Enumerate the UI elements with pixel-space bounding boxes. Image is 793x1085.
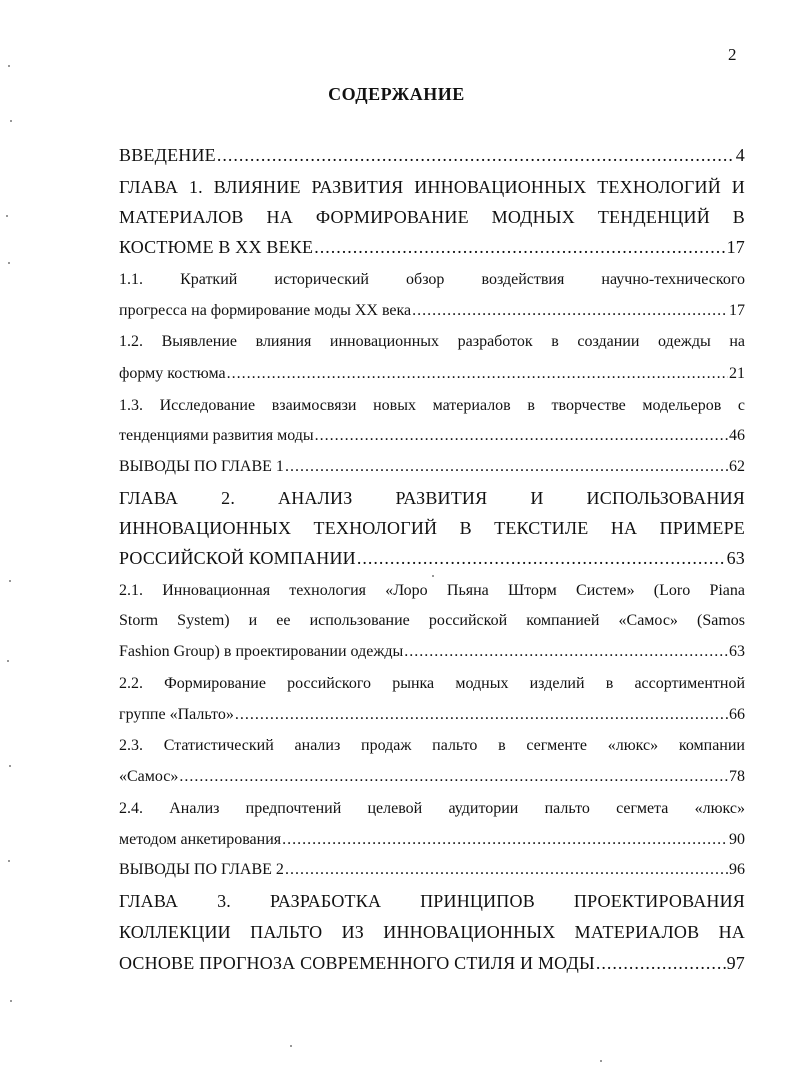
- dot-leader: [315, 427, 728, 445]
- scan-speck: [8, 65, 10, 67]
- dot-leader: [282, 831, 728, 849]
- toc-entry-page: 63: [729, 643, 745, 660]
- toc-entry-line: 2.1. Инновационная технология «Лоро Пьяна Шторм Систем» (Loro Piana: [119, 582, 745, 599]
- toc-entry-text: тенденциями развития моды: [119, 427, 314, 444]
- page-number: 2: [728, 45, 737, 64]
- toc-entry-page: 21: [729, 365, 745, 382]
- toc-entry-conclusions-1[interactable]: [119, 458, 745, 476]
- dot-leader: [227, 365, 728, 383]
- scan-speck: [432, 575, 434, 577]
- toc-entry-page: 17: [729, 302, 745, 319]
- toc-entry-page: 46: [729, 427, 745, 444]
- toc-entry-page: 17: [726, 237, 745, 257]
- toc-entry-text: РОССИЙСКОЙ КОМПАНИИ: [119, 548, 356, 568]
- scan-speck: [9, 580, 11, 582]
- toc-entry-line: ИННОВАЦИОННЫХ ТЕХНОЛОГИЙ В ТЕКСТИЛЕ НА ПРИМЕРЕ: [119, 518, 745, 538]
- toc-entry-conclusions-2[interactable]: [119, 861, 745, 879]
- scan-speck: [7, 660, 9, 662]
- dot-leader: [412, 302, 728, 320]
- toc-entry-last-line: [119, 365, 745, 383]
- toc-entry-text: методом анкетирования: [119, 831, 282, 848]
- toc-entry-last-line: [119, 427, 745, 445]
- dot-leader: [217, 145, 735, 166]
- toc-entry-page: 62: [729, 458, 745, 475]
- toc-entry-last-line: [119, 768, 745, 786]
- scan-speck: [8, 262, 10, 264]
- scan-speck: [6, 215, 8, 217]
- toc-entry-line: 2.3. Статистический анализ продаж пальто в сегменте «люкс» компании: [119, 737, 745, 754]
- toc-entry-page: 4: [735, 145, 745, 165]
- toc-entry-line: ГЛАВА 2. АНАЛИЗ РАЗВИТИЯ И ИСПОЛЬЗОВАНИЯ: [119, 488, 745, 508]
- toc-entry-page: 97: [726, 953, 745, 973]
- dot-leader: [314, 237, 725, 258]
- scan-speck: [600, 1060, 602, 1062]
- toc-entry-text: Fashion Group) в проектировании одежды: [119, 643, 404, 660]
- toc-entry-introduction[interactable]: [119, 145, 745, 166]
- scan-speck: [290, 1045, 292, 1047]
- scan-speck: [10, 120, 12, 122]
- dot-leader: [285, 458, 728, 476]
- toc-entry-page: 66: [729, 706, 745, 723]
- toc-entry-line: ГЛАВА 1. ВЛИЯНИЕ РАЗВИТИЯ ИННОВАЦИОННЫХ ТЕХНОЛОГИЙ И: [119, 177, 745, 197]
- toc-entry-line: ГЛАВА 3. РАЗРАБОТКА ПРИНЦИПОВ ПРОЕКТИРОВАНИЯ: [119, 891, 745, 911]
- toc-entry-text: группе «Пальто»: [119, 706, 234, 723]
- toc-entry-page: 63: [726, 548, 745, 568]
- toc-entry-text: КОСТЮМЕ В XX ВЕКЕ: [119, 237, 314, 257]
- dot-leader: [179, 768, 728, 786]
- toc-entry-text: ОСНОВЕ ПРОГНОЗА СОВРЕМЕННОГО СТИЛЯ И МОДЫ: [119, 953, 595, 973]
- toc-entry-text: ВЫВОДЫ ПО ГЛАВЕ 2: [119, 861, 284, 878]
- toc-entry-line: 1.1. Краткий исторический обзор воздействия научно-технического: [119, 271, 745, 288]
- scan-speck: [8, 860, 10, 862]
- toc-entry-line: 1.2. Выявление влияния инновационных разработок в создании одежды на: [119, 333, 745, 350]
- toc-entry-last-line: [119, 643, 745, 661]
- toc-entry-last-line: [119, 953, 745, 974]
- dot-leader: [404, 643, 728, 661]
- toc-entry-line: 1.3. Исследование взаимосвязи новых материалов в творчестве модельеров с: [119, 397, 745, 414]
- toc-entry-text: прогресса на формирование моды XX века: [119, 302, 412, 319]
- toc-entry-line: МАТЕРИАЛОВ НА ФОРМИРОВАНИЕ МОДНЫХ ТЕНДЕНЦИЙ В: [119, 207, 745, 227]
- scan-speck: [9, 765, 11, 767]
- toc-entry-text: ВВЕДЕНИЕ: [119, 145, 216, 165]
- toc-entry-page: 78: [729, 768, 745, 785]
- dot-leader: [596, 953, 726, 974]
- toc-entry-line: 2.2. Формирование российского рынка модных изделий в ассортиментной: [119, 675, 745, 692]
- toc-entry-line: 2.4. Анализ предпочтений целевой аудитории пальто сегмета «люкс»: [119, 800, 745, 817]
- dot-leader: [285, 861, 728, 879]
- toc-entry-page: 96: [729, 861, 745, 878]
- dot-leader: [357, 548, 726, 569]
- toc-entry-text: форму костюма: [119, 365, 226, 382]
- toc-entry-last-line: [119, 237, 745, 258]
- toc-entry-line: КОЛЛЕКЦИИ ПАЛЬТО ИЗ ИННОВАЦИОННЫХ МАТЕРИАЛОВ НА: [119, 922, 745, 942]
- toc-entry-last-line: [119, 302, 745, 320]
- toc-entry-text: «Самос»: [119, 768, 179, 785]
- scan-speck: [10, 1000, 12, 1002]
- toc-entry-page: 90: [729, 831, 745, 848]
- toc-entry-text: ВЫВОДЫ ПО ГЛАВЕ 1: [119, 458, 284, 475]
- toc-entry-line: Storm System) и ее использование российской компанией «Самос» (Samos: [119, 612, 745, 629]
- toc-entry-last-line: [119, 831, 745, 849]
- page-title: СОДЕРЖАНИЕ: [328, 84, 465, 104]
- toc-entry-last-line: [119, 706, 745, 724]
- toc-entry-last-line: [119, 548, 745, 569]
- dot-leader: [235, 706, 728, 724]
